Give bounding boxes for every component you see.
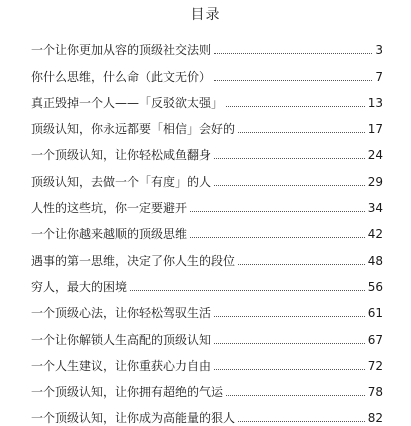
toc-entry-page-number: 24 — [367, 148, 383, 163]
toc-entry-title: 遇事的第一思维，决定了你人生的段位 — [31, 253, 236, 268]
toc-entry-title: 穷人，最大的困境 — [31, 279, 128, 294]
dot-leader — [238, 263, 365, 265]
dot-leader — [214, 342, 365, 344]
toc-entry-title: 顶级认知，你永远都要「相信」会好的 — [31, 122, 236, 137]
toc-entry-title: 顶级认知，去做一个「有度」的人 — [31, 174, 212, 189]
toc-entry-title: 一个让你更加从容的顶级社交法则 — [31, 43, 212, 58]
toc-entry-title: 一个顶级认知，让你成为高能量的狠人 — [31, 411, 236, 426]
toc-list — [31, 32, 383, 426]
toc-entry-title: 一个顶级认知，让你轻松咸鱼翻身 — [31, 148, 212, 163]
toc-entry[interactable] — [31, 242, 383, 268]
toc-entry-title: 一个顶级认知，让你拥有超绝的气运 — [31, 385, 224, 400]
dot-leader — [226, 394, 365, 396]
toc-entry-title: 一个让你解锁人生高配的顶级认知 — [31, 332, 212, 347]
toc-entry[interactable] — [31, 58, 383, 84]
dot-leader — [190, 210, 365, 212]
toc-entry-page-number: 34 — [367, 201, 383, 216]
dot-leader — [214, 315, 365, 317]
toc-entry-page-number: 17 — [367, 122, 383, 137]
toc-entry-page-number: 48 — [367, 253, 383, 268]
toc-entry[interactable] — [31, 190, 383, 216]
toc-entry-title: 一个让你越来越顺的顶级思维 — [31, 227, 188, 242]
dot-leader — [226, 105, 365, 107]
dot-leader — [238, 420, 365, 422]
toc-entry-page-number: 67 — [367, 332, 383, 347]
toc-entry-page-number: 3 — [375, 43, 383, 58]
dot-leader — [214, 52, 372, 54]
toc-entry[interactable] — [31, 295, 383, 321]
toc-entry-page-number: 7 — [375, 69, 383, 84]
toc-entry[interactable] — [31, 32, 383, 58]
toc-entry-title: 你什么思维，什么命（此文无价） — [31, 69, 212, 84]
dot-leader — [238, 131, 365, 133]
toc-entry-title: 真正毁掉一个人——「反驳欲太强」 — [31, 95, 224, 110]
dot-leader — [214, 368, 365, 370]
dot-leader — [214, 79, 372, 81]
toc-entry-page-number: 78 — [367, 385, 383, 400]
toc-entry[interactable] — [31, 111, 383, 137]
toc-entry-title: 一个顶级心法，让你轻松驾驭生活 — [31, 306, 212, 321]
toc-entry-page-number: 56 — [367, 279, 383, 294]
toc-entry-title: 一个人生建议，让你重获心力自由 — [31, 358, 212, 373]
dot-leader — [130, 289, 365, 291]
toc-entry[interactable] — [31, 400, 383, 426]
toc-entry-page-number: 29 — [367, 174, 383, 189]
toc-entry-page-number: 72 — [367, 358, 383, 373]
toc-entry[interactable] — [31, 348, 383, 374]
toc-entry-page-number: 61 — [367, 306, 383, 321]
toc-entry[interactable] — [31, 85, 383, 111]
toc-title: 目录 — [190, 7, 221, 23]
toc-entry-page-number: 82 — [367, 411, 383, 426]
toc-entry-page-number: 42 — [367, 227, 383, 242]
toc-entry[interactable] — [31, 321, 383, 347]
toc-entry[interactable] — [31, 163, 383, 189]
toc-entry[interactable] — [31, 216, 383, 242]
dot-leader — [214, 157, 365, 159]
toc-entry[interactable] — [31, 137, 383, 163]
toc-entry[interactable] — [31, 269, 383, 295]
toc-entry-title: 人性的这些坑，你一定要避开 — [31, 201, 188, 216]
dot-leader — [190, 236, 365, 238]
dot-leader — [214, 184, 365, 186]
toc-entry-page-number: 13 — [367, 95, 383, 110]
toc-entry[interactable] — [31, 374, 383, 400]
